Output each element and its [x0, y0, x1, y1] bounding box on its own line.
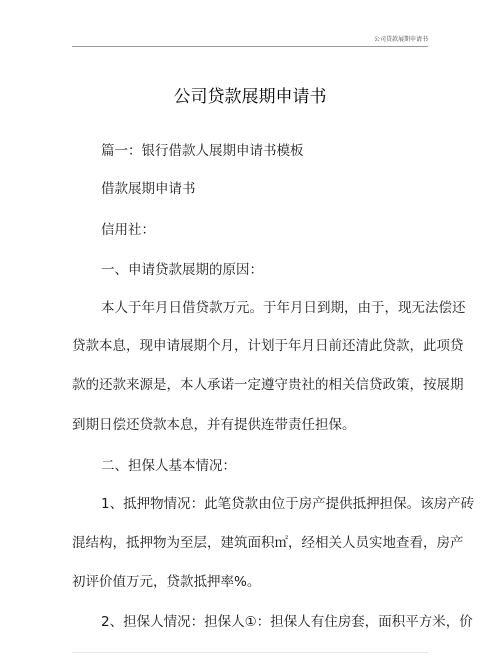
page-bottom-rule: [72, 652, 428, 653]
paragraph-line: 初评价值万元，贷款抵押率%。: [72, 574, 261, 590]
page-header: [72, 38, 428, 47]
paragraph-line: 到期日偿还贷款本息，并有提供连带责任担保。: [72, 417, 356, 433]
paragraph-line: 贷款本息，现申请展期个月，计划于年月日前还清此贷款，此项贷: [72, 338, 464, 354]
addressee: 信用社：: [101, 222, 155, 238]
section-heading: 二、担保人基本情况：: [101, 458, 236, 474]
paragraph-line: 2、担保人情况：担保人①：担保人有住房套，面积平方米，价: [101, 614, 473, 630]
document-title: 公司贷款展期申请书: [173, 87, 327, 107]
paragraph-line: 款的还款来源是，本人承诺一定遵守贵社的相关信贷政策，按展期: [72, 377, 464, 393]
section-heading: 篇一：银行借款人展期申请书模板: [101, 143, 304, 159]
paragraph-line: 1、抵押物情况：此笔贷款由位于房产提供抵押担保。该房产砖: [101, 496, 475, 512]
subheading: 借款展期申请书: [101, 181, 196, 197]
paragraph-line: 本人于年月日借贷款万元。于年月日到期，由于，现无法偿还: [101, 300, 466, 316]
page-header-text: 公司贷款展期申请书: [373, 36, 428, 43]
section-heading: 一、申请贷款展期的原因：: [101, 262, 263, 278]
paragraph-line: 混结构，抵押物为至层，建筑面积㎡，经相关人员实地查看，房产: [72, 535, 464, 551]
